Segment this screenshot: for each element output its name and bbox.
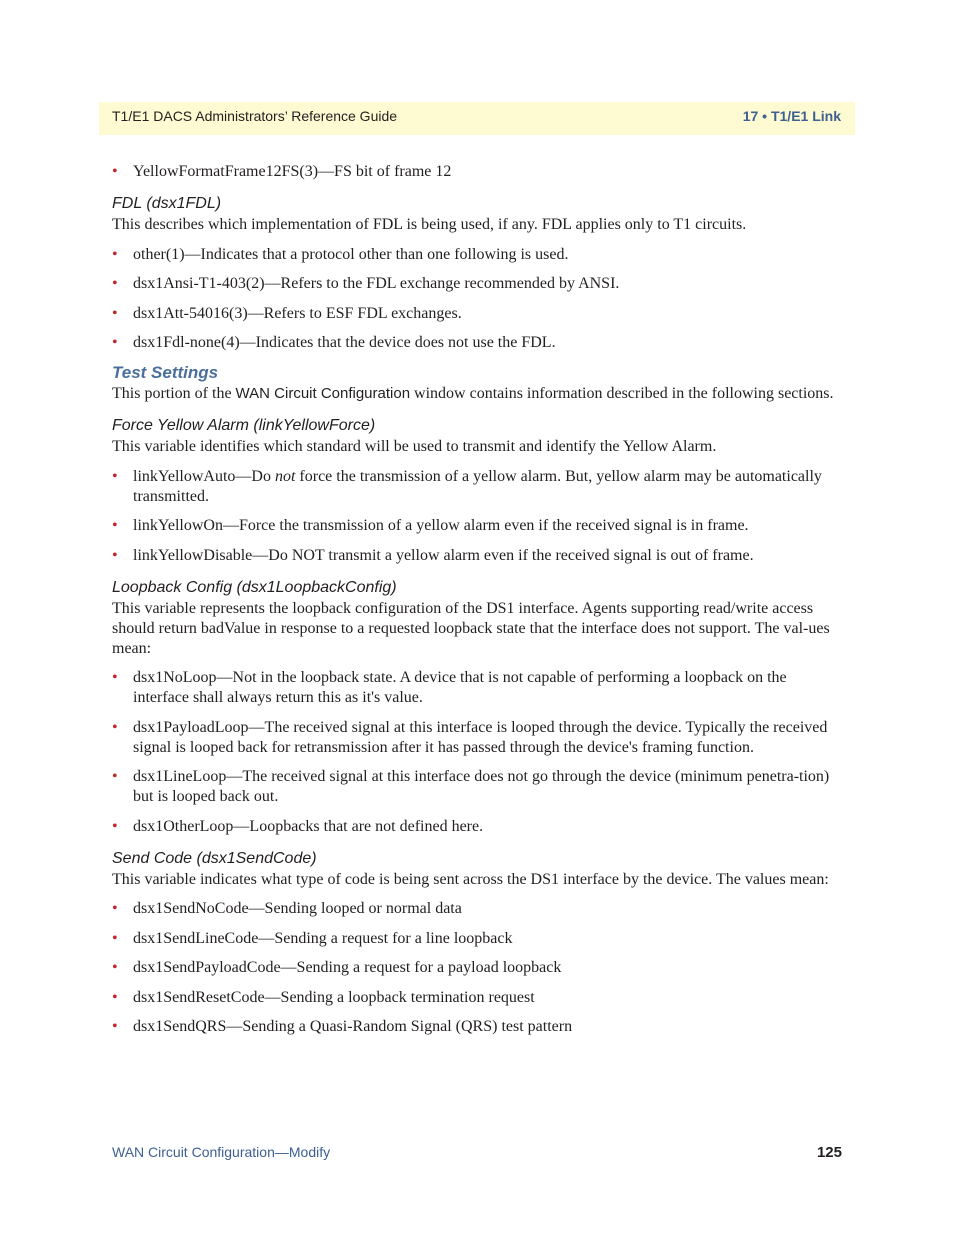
list-item: • dsx1Ansi-T1-403(2)—Refers to the FDL exchange recommended by ANSI.	[112, 275, 620, 292]
bullet-icon: •	[112, 546, 118, 564]
bullet-icon: •	[112, 669, 118, 686]
paragraph: This variable indicates what type of code is being sent across the DS1 interface by the device. The values mean:	[112, 870, 829, 888]
subheading-fdl: FDL (dsx1FDL)	[112, 195, 222, 212]
running-header	[99, 102, 855, 135]
paragraph: This describes which implementation of FDL is being used, if any. FDL applies only to T1 circuits.	[112, 216, 747, 233]
bullet-icon: •	[112, 718, 118, 736]
section-heading-test-settings: Test Settings	[112, 363, 219, 382]
bullet-icon: •	[112, 929, 118, 947]
list-item: • dsx1SendQRS—Sending a Quasi-Random Signal (QRS) test pattern	[112, 1018, 573, 1035]
bullet-icon: •	[112, 817, 118, 835]
list-item: • dsx1Fdl-none(4)—Indicates that the device does not use the FDL.	[112, 334, 556, 351]
page-number: 125	[816, 1144, 842, 1161]
subheading-send-code: Send Code (dsx1SendCode)	[112, 849, 317, 867]
footer-section-title: WAN Circuit Configuration—Modify	[112, 1144, 331, 1160]
list-item: • linkYellowAuto—Do not force the transmission of a yellow alarm. But, yellow alarm may be automatically transmitted.	[112, 467, 822, 505]
list-item: • dsx1SendNoCode—Sending looped or normal data	[112, 900, 462, 917]
bullet-icon: •	[112, 467, 118, 485]
bullet-icon: •	[112, 1018, 118, 1035]
list-item: • dsx1OtherLoop—Loopbacks that are not defined here.	[112, 817, 484, 835]
list-item: • linkYellowOn—Force the transmission of a yellow alarm even if the received signal is in frame.	[112, 517, 749, 534]
list-item: • dsx1NoLoop—Not in the loopback state. A device that is not capable of performing a loopback on the interface shall always return this as it's value.	[112, 669, 787, 706]
list-item: • dsx1LineLoop—The received signal at this interface does not go through the device (minimum penetra-tion) but is looped back out.	[112, 768, 830, 805]
bullet-icon: •	[112, 275, 118, 292]
bullet-icon: •	[112, 517, 118, 534]
paragraph: This variable identifies which standard will be used to transmit and identify the Yellow Alarm.	[112, 438, 717, 455]
page-body	[112, 162, 844, 1047]
list-item: • linkYellowDisable—Do NOT transmit a yellow alarm even if the received signal is out of frame.	[112, 546, 754, 564]
paragraph: This variable represents the loopback configuration of the DS1 interface. Agents supporting read/write access should return badValue in response to a requested loopback state that the interface does not support. The val-ues mean:	[112, 599, 830, 657]
bullet-icon: •	[112, 304, 118, 322]
list-item: • YellowFormatFrame12FS(3)—FS bit of frame 12	[112, 163, 452, 180]
list-item: • dsx1SendResetCode—Sending a loopback termination request	[112, 988, 535, 1006]
bullet-icon: •	[112, 988, 118, 1006]
list-item: • dsx1SendLineCode—Sending a request for a line loopback	[112, 929, 513, 947]
paragraph: This portion of the WAN Circuit Configuration window contains information described in the following sections.	[112, 385, 834, 402]
header-chapter: 17 • T1/E1 Link	[742, 108, 841, 124]
bullet-icon: •	[112, 959, 118, 976]
bullet-icon: •	[112, 334, 118, 351]
header-doc-title: T1/E1 DACS Administrators’ Reference Guide	[112, 108, 398, 124]
bullet-icon: •	[112, 900, 118, 917]
bullet-icon: •	[112, 768, 118, 785]
list-item: • dsx1SendPayloadCode—Sending a request for a payload loopback	[112, 959, 562, 976]
subheading-force-yellow: Force Yellow Alarm (linkYellowForce)	[112, 417, 376, 434]
list-item: • dsx1Att-54016(3)—Refers to ESF FDL exchanges.	[112, 304, 462, 322]
list-item: • other(1)—Indicates that a protocol other than one following is used.	[112, 245, 569, 263]
window-name: WAN Circuit Configuration	[235, 385, 411, 402]
list-item: • dsx1PayloadLoop—The received signal at this interface is looped through the device. Typically the received signal is looped back for retransmission after it has passed through the device's framing function.	[112, 718, 828, 756]
bullet-icon: •	[112, 245, 118, 263]
bullet-icon: •	[112, 163, 118, 180]
subheading-loopback: Loopback Config (dsx1LoopbackConfig)	[112, 578, 397, 596]
